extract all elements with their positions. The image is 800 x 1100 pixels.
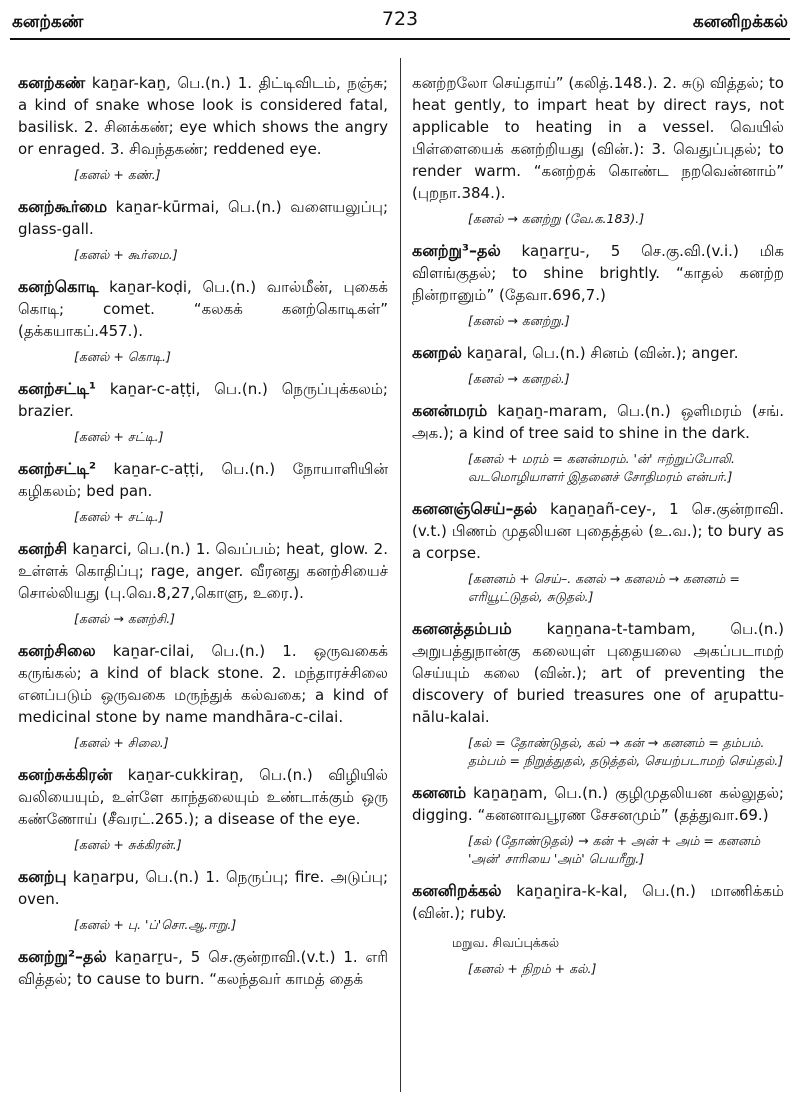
left-column xyxy=(18,72,388,1092)
dictionary-entry xyxy=(18,276,388,342)
dictionary-entry-continued xyxy=(412,72,784,204)
entry-body: கனற்றலோ செய்தாய்” (கலித்.148.). 2. சுடு வித்தல்; to heat gently, to impart heat by direct rays, not applicable to heating in a vessel. வெயில் பிள்ளையைக் கனற்றியது (வின்.): 3. வெதுப்புதல்; to render warm. “கனற்றக் கொண்ட நறவென்னாம்” (புறநா.384.). xyxy=(412,74,784,202)
etymology: [கனனம் + செய்–. கனல் → கனலம் → கனனம் = எரியூட்டுதல், சுடுதல்.] xyxy=(468,571,740,604)
headword: கனற்சட்டி² xyxy=(18,459,96,478)
etymology: [கல் (தோண்டுதல்) → கன் + அன் + அம் = கனனம் 'அன்' சாரியை 'அம்' பெயரீறு.] xyxy=(468,833,761,866)
headword: கனற்று²–தல் xyxy=(18,947,107,966)
etymology: [கனல் + கண்.] xyxy=(74,167,161,182)
entry-body: kaṉar-kaṉ, பெ.(n.) 1. திட்டிவிடம், நஞ்சு; a kind of snake whose look is considered fatal, basilisk. 2. சினக்கண்; eye which shows the angry or enraged. 3. சிவந்தகண்; reddened eye. xyxy=(18,74,388,158)
entry-body: kaṉarci, பெ.(n.) 1. வெப்பம்; heat, glow. 2. உள்ளக் கொதிப்பு; rage, anger. வீரனது கனற்சியைச் சொல்லியது (பு.வெ.8,27,கொளு, உரை.). xyxy=(18,540,388,602)
dictionary-entry xyxy=(412,240,784,306)
headword: கனற்கொடி xyxy=(18,277,99,296)
etymology: [கனல் + பு. 'ப்'சொ.ஆ.ஈறு.] xyxy=(74,917,237,932)
etymology: [கனல் → கனற்சி.] xyxy=(74,611,176,626)
entry-body: kaṉar-c-aṭṭi, பெ.(n.) நோயாளியின் கழிகலம்; bed pan. xyxy=(18,460,388,500)
etymology: [கனல் → கனற்று.] xyxy=(468,313,570,328)
column-divider xyxy=(400,58,401,1092)
entry-body: kaṉarṟu-, 5 செ.குன்றாவி.(v.t.) 1. எரி வித்தல்; to cause to burn. “கலந்தவர் காமத் தைக் xyxy=(18,948,388,988)
page-header xyxy=(10,6,790,40)
headword: கனறல் xyxy=(412,343,462,362)
dictionary-entry xyxy=(18,538,388,604)
entry-body: kaṉar-cilai, பெ.(n.) 1. ஒருவகைக் கருங்கல்; a kind of black stone. 2. மந்தாரச்சிலை எனப்படும் ஒருவகை மருந்துக் கல்வகை; a kind of medicinal stone by name mandhāra-c-cilai. xyxy=(18,642,388,726)
header-left-guideword: கனற்கண் xyxy=(12,12,84,32)
headword: கனற்சட்டி¹ xyxy=(18,379,96,398)
etymology: [கனல் + கூர்மை.] xyxy=(74,247,178,262)
etymology: [கனல் + சுக்கிரன்.] xyxy=(74,837,182,852)
etymology: [கனல் + மரம் = கனன்மரம். 'ன்' ஈற்றுப்போலி. வடமொழியாளர் இதனைச் சோதிமரம் என்பர்.] xyxy=(468,451,735,484)
entry-body: kaṉarṟu-, 5 செ.கு.வி.(v.i.) மிக விளங்குதல்; to shine brightly. “காதல் கனற்ற நின்றானும்” (தேவா.696,7.) xyxy=(412,242,784,304)
headword: கனனத்தம்பம் xyxy=(412,619,512,638)
entry-body: kaṉar-kūrmai, பெ.(n.) வளையலுப்பு; glass-gall. xyxy=(18,198,388,238)
entry-body: kaṉaṉam, பெ.(n.) குழிமுதலியன கல்லுதல்; digging. “கனனாவபூரண சேசனமும்” (தத்துவா.69.) xyxy=(412,784,784,824)
dictionary-entry xyxy=(18,764,388,830)
headword: கனற்சி xyxy=(18,539,68,558)
headword: கனனிறக்கல் xyxy=(412,881,502,900)
entry-body: kaṉar-cukkiraṉ, பெ.(n.) விழியில் வலியையும், உள்ளே காந்தலையும் உண்டாக்கும் ஒரு கண்ணோய் (சீவரட்.265.); a disease of the eye. xyxy=(18,766,388,828)
header-right-guideword: கனனிறக்கல் xyxy=(692,12,788,32)
headword: கனற்கூர்மை xyxy=(18,197,108,216)
dictionary-entry xyxy=(412,342,784,364)
entry-body: kaṉaṉira-k-kal, பெ.(n.) மாணிக்கம் (வின்.); ruby. xyxy=(412,882,784,922)
dictionary-entry xyxy=(18,866,388,910)
entry-body: kaṉaṉ-maram, பெ.(n.) ஒளிமரம் (சங். அக.); a kind of tree said to shine in the dark. xyxy=(412,402,784,442)
entry-body: kaṉṉana-t-tambam, பெ.(n.) அறுபத்துநான்கு கலையுள் புதையலை அகப்படாமற் செய்யும் கலை (வின்.); art of preventing the discovery of buried treasures one of aṟupattu-nālu-kalai. xyxy=(412,620,784,726)
dictionary-entry xyxy=(18,196,388,240)
page-number: 723 xyxy=(381,8,419,30)
synonym-note: மறுவ. சிவப்புக்கல் xyxy=(452,935,560,950)
dictionary-entry xyxy=(18,946,388,990)
headword: கனன்மரம் xyxy=(412,401,488,420)
entry-body: kaṉar-c-aṭṭi, பெ.(n.) நெருப்புக்கலம்; brazier. xyxy=(18,380,388,420)
headword: கனற்கண் xyxy=(18,73,86,92)
headword: கனற்பு xyxy=(18,867,67,886)
dictionary-entry xyxy=(412,618,784,728)
entry-body: kaṉaṉañ-cey-, 1 செ.குன்றாவி. (v.t.) பிணம் முதலியன புதைத்தல் (உ.வ.); to bury as a corpse. xyxy=(412,500,784,562)
etymology: [கல் = தோண்டுதல், கல் → கன் → கனனம் = தம்பம். தம்பம் = நிறுத்துதல், தடுத்தல், செயற்படாமற் செய்தல்.] xyxy=(468,735,784,768)
right-column xyxy=(412,72,784,1092)
etymology: [கனல் + கொடி.] xyxy=(74,349,171,364)
etymology: [கனல் + நிறம் + கல்.] xyxy=(468,961,597,976)
etymology: [கனல் + சிலை.] xyxy=(74,735,169,750)
etymology: [கனல் + சட்டி.] xyxy=(74,429,164,444)
dictionary-entry xyxy=(18,378,388,422)
etymology: [கனல் + சட்டி.] xyxy=(74,509,164,524)
dictionary-entry xyxy=(412,400,784,444)
dictionary-entry xyxy=(412,782,784,826)
etymology: [கனல் → கனற்று (வே.க.183).] xyxy=(468,211,645,226)
etymology: [கனல் → கனறல்.] xyxy=(468,371,570,386)
dictionary-entry xyxy=(412,880,784,924)
entry-body: kaṉarpu, பெ.(n.) 1. நெருப்பு; fire. அடுப்பு; oven. xyxy=(18,868,388,908)
dictionary-entry xyxy=(18,640,388,728)
dictionary-entry xyxy=(18,72,388,160)
dictionary-entry xyxy=(412,498,784,564)
headword: கனனம் xyxy=(412,783,467,802)
entry-body: kaṉaral, பெ.(n.) சினம் (வின்.); anger. xyxy=(461,344,739,362)
headword: கனற்சிலை xyxy=(18,641,96,660)
headword: கனற்சுக்கிரன் xyxy=(18,765,113,784)
entry-body: kaṉar-koḍi, பெ.(n.) வால்மீன், புகைக் கொடி; comet. “கலகக் கனற்கொடிகள்” (தக்கயாகப்.457.). xyxy=(18,278,388,340)
dictionary-entry xyxy=(18,458,388,502)
headword: கனற்று³–தல் xyxy=(412,241,501,260)
headword: கனனஞ்செய்–தல் xyxy=(412,499,538,518)
